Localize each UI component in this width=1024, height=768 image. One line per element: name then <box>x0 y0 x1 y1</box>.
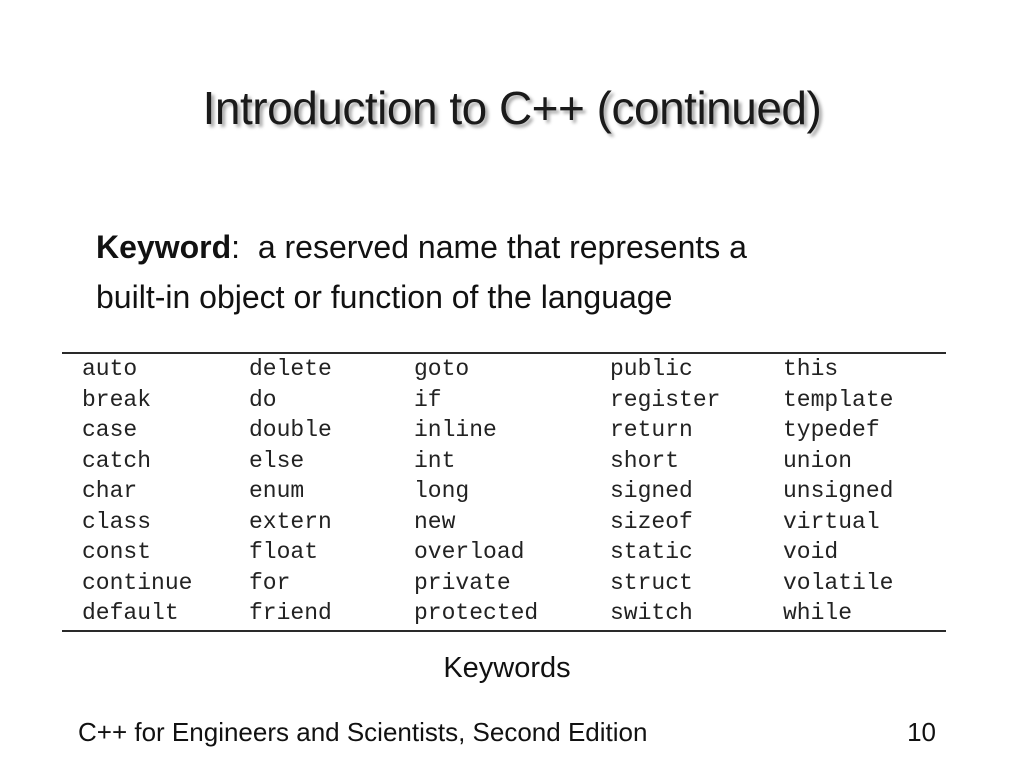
keyword-cell: enum <box>249 478 305 504</box>
keyword-cell: else <box>249 447 305 474</box>
table-row <box>82 446 963 477</box>
keyword-cell: protected <box>414 600 539 626</box>
slide-number: 10 <box>907 717 936 747</box>
keyword-cell: register <box>610 386 721 413</box>
table-row <box>82 385 963 416</box>
keyword-cell: float <box>249 539 319 565</box>
keyword-cell: unsigned <box>783 478 894 504</box>
keyword-cell: private <box>414 569 511 596</box>
keyword-cell: case <box>82 417 138 443</box>
keyword-cell: return <box>610 417 693 443</box>
keyword-cell: while <box>783 600 853 626</box>
keyword-cell: switch <box>610 600 693 626</box>
keyword-cell: virtual <box>783 508 880 535</box>
definition-term: Keyword <box>96 229 232 265</box>
keyword-cell: void <box>783 539 839 565</box>
keyword-cell: this <box>783 356 839 382</box>
keywords-table-body <box>82 354 963 629</box>
table-bottom-rule <box>62 630 946 632</box>
keyword-definition <box>96 222 956 322</box>
keyword-cell: friend <box>249 600 332 626</box>
keyword-cell: double <box>249 417 332 443</box>
slide-title: Introduction to C++ (continued) <box>202 82 822 134</box>
keyword-cell: if <box>414 386 442 413</box>
keyword-cell: union <box>783 447 853 474</box>
table-row <box>82 568 963 599</box>
keyword-cell: short <box>610 447 680 474</box>
definition-line-2: built-in object or function of the language <box>96 279 673 315</box>
keyword-cell: signed <box>610 478 693 504</box>
keyword-cell: break <box>82 386 152 413</box>
keyword-cell: overload <box>414 539 525 565</box>
keyword-cell: for <box>249 569 291 596</box>
keyword-cell: catch <box>82 447 152 474</box>
keyword-cell: sizeof <box>610 508 693 535</box>
keyword-cell: auto <box>82 356 138 382</box>
keyword-cell: do <box>249 386 277 413</box>
keyword-cell: public <box>610 356 693 382</box>
table-row <box>82 537 963 568</box>
table-row <box>82 476 963 507</box>
keyword-cell: continue <box>82 569 193 596</box>
definition-separator: : <box>231 229 241 265</box>
keyword-cell: int <box>414 447 456 474</box>
keyword-cell: new <box>414 508 456 535</box>
keyword-cell: template <box>783 386 894 413</box>
keyword-cell: class <box>82 508 152 535</box>
keyword-cell: goto <box>414 356 470 382</box>
definition-line-1: a reserved name that represents a <box>257 229 747 265</box>
table-row <box>82 354 963 385</box>
keyword-cell: static <box>610 539 693 565</box>
table-caption: Keywords <box>443 652 571 684</box>
keyword-cell: const <box>82 539 152 565</box>
table-row <box>82 598 963 629</box>
keyword-cell: char <box>82 478 138 504</box>
keyword-cell: typedef <box>783 417 880 443</box>
keyword-cell: volatile <box>783 569 894 596</box>
keyword-cell: struct <box>610 569 693 596</box>
keyword-cell: delete <box>249 356 332 382</box>
keyword-cell: long <box>414 478 470 504</box>
table-row <box>82 507 963 538</box>
keyword-cell: extern <box>249 508 332 535</box>
keywords-table <box>82 354 963 629</box>
keyword-cell: default <box>82 600 179 626</box>
keyword-cell: inline <box>414 417 497 443</box>
table-row <box>82 415 963 446</box>
footer-book-title: C++ for Engineers and Scientists, Second Edition <box>78 717 648 747</box>
